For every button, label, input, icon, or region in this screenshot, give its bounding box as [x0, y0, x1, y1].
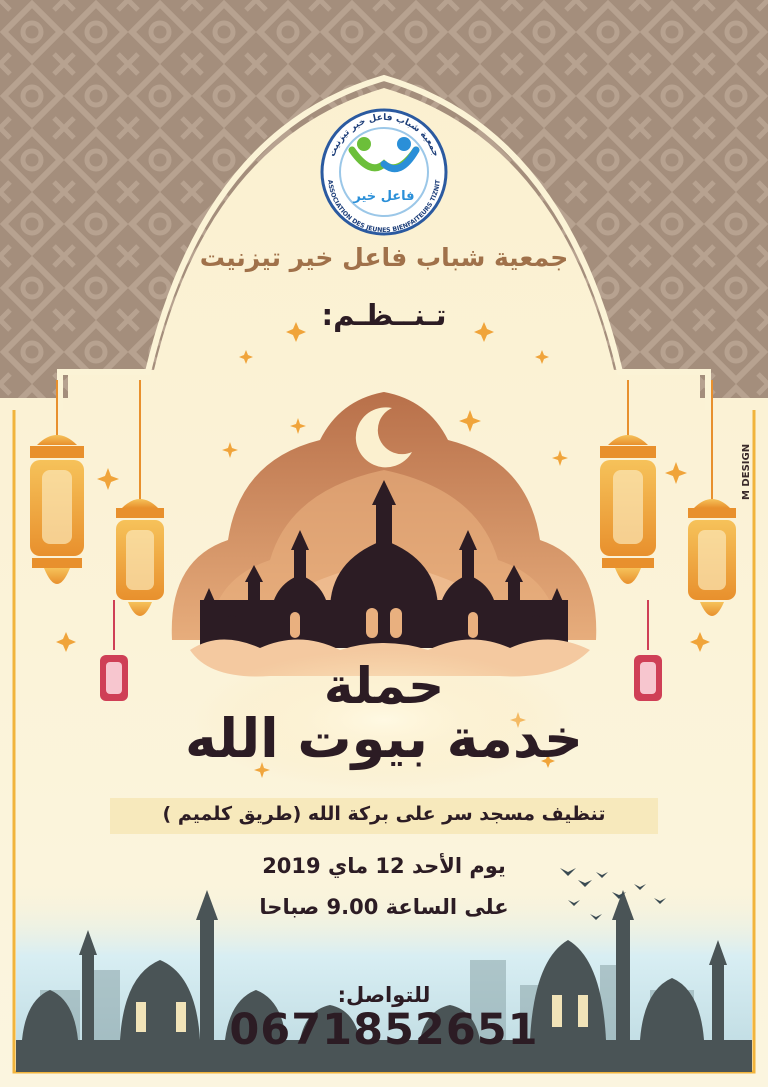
contact-phone: 0671852651	[229, 1005, 539, 1055]
logo-latin-ring: ASSOCIATION DES JEUNES BIENFAITEURS TIZNIT	[326, 179, 442, 235]
organization-name: جمعية شباب فاعل خير تيزنيت	[199, 243, 569, 272]
organizes-heading: تـنــظـم:	[321, 298, 447, 332]
event-date: يوم الأحد 12 ماي 2019	[262, 854, 506, 878]
campaign-title-line1: حملة	[323, 657, 445, 715]
event-time: على الساعة 9.00 صباحا	[259, 895, 509, 919]
campaign-description: تنظيف مسجد سر على بركة الله (طريق كلميم )	[162, 803, 606, 825]
logo-ring-text	[314, 102, 454, 242]
logo-arabic-ring: جمعية شباب فاعل خير تيزنيت	[327, 112, 441, 159]
svg-text:جمعية شباب فاعل خير تيزنيت	[327, 113, 440, 158]
campaign-title-line2: خدمة بيوت الله	[185, 707, 583, 770]
contact-label: للتواصل:	[337, 983, 431, 1007]
designer-credit: M DESIGN	[741, 443, 752, 500]
logo-center-text: فاعل خير	[353, 189, 415, 204]
svg-text:ASSOCIATION DES JEUNES BIENFAI	[326, 179, 442, 234]
